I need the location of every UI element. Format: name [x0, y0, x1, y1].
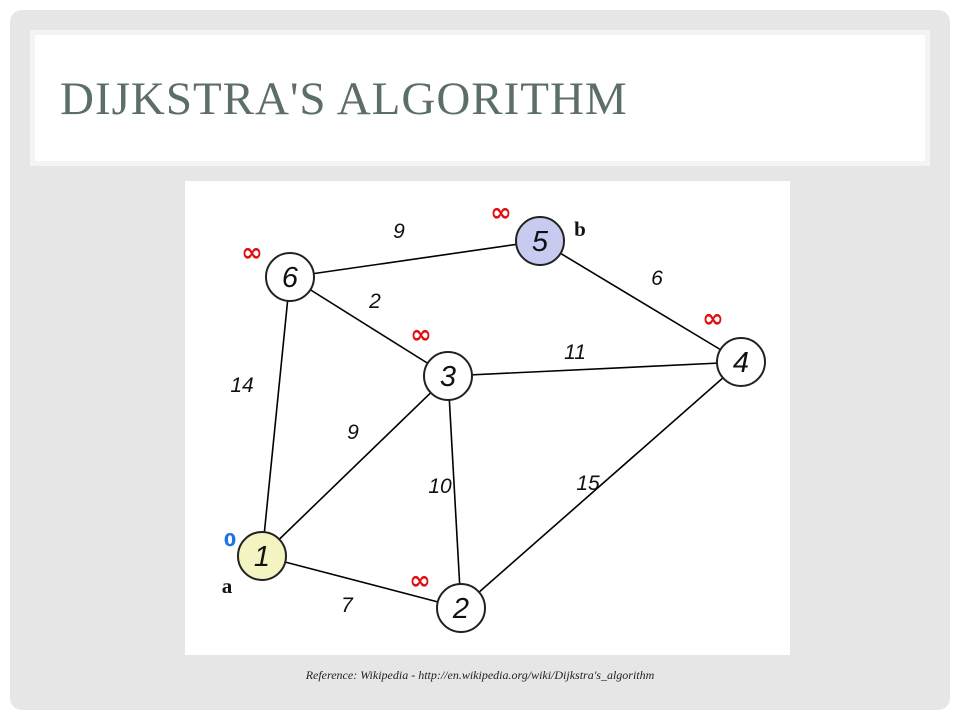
graph-edge-6-5	[290, 241, 540, 277]
graph-edge-3-4	[448, 362, 741, 376]
edge-weight-label: 10	[428, 475, 452, 498]
node-distance-1: 0	[223, 530, 237, 551]
node-distance-5: ∞	[490, 198, 512, 228]
edge-weight-label: 11	[564, 341, 586, 364]
node-label-1: 1	[253, 541, 271, 573]
node-label-2: 2	[452, 593, 470, 625]
node-tag-b: b	[574, 217, 586, 241]
node-distance-3: ∞	[410, 320, 432, 350]
slide-title: DIJKSTRA'S ALGORITHM	[60, 73, 628, 125]
edge-weight-label: 9	[393, 220, 405, 243]
node-distance-6: ∞	[241, 238, 263, 268]
node-label-5: 5	[531, 226, 549, 258]
graph-edge-1-2	[262, 556, 461, 608]
graph-edge-6-1	[262, 277, 290, 556]
edge-weight-label: 7	[341, 594, 353, 617]
reference-caption: Reference: Wikipedia - http://en.wikipedia.org/wiki/Dijkstra's_algorithm	[305, 668, 655, 682]
graph-edge-3-1	[262, 376, 448, 556]
edge-weight-label: 14	[230, 374, 254, 397]
edge-weight-label: 2	[369, 290, 381, 313]
edge-weight-label: 9	[347, 421, 359, 444]
title-box	[30, 30, 930, 166]
node-distance-2: ∞	[409, 566, 431, 596]
graph-edge-2-4	[461, 362, 741, 608]
node-label-4: 4	[732, 347, 750, 379]
graph-diagram	[185, 181, 790, 655]
graph-figure	[185, 181, 790, 655]
node-label-3: 3	[439, 361, 457, 393]
node-label-6: 6	[281, 262, 299, 294]
node-tag-a: a	[221, 574, 233, 598]
edge-weight-label: 15	[576, 472, 600, 495]
edge-weight-label: 6	[651, 267, 663, 290]
node-distance-4: ∞	[702, 304, 724, 334]
